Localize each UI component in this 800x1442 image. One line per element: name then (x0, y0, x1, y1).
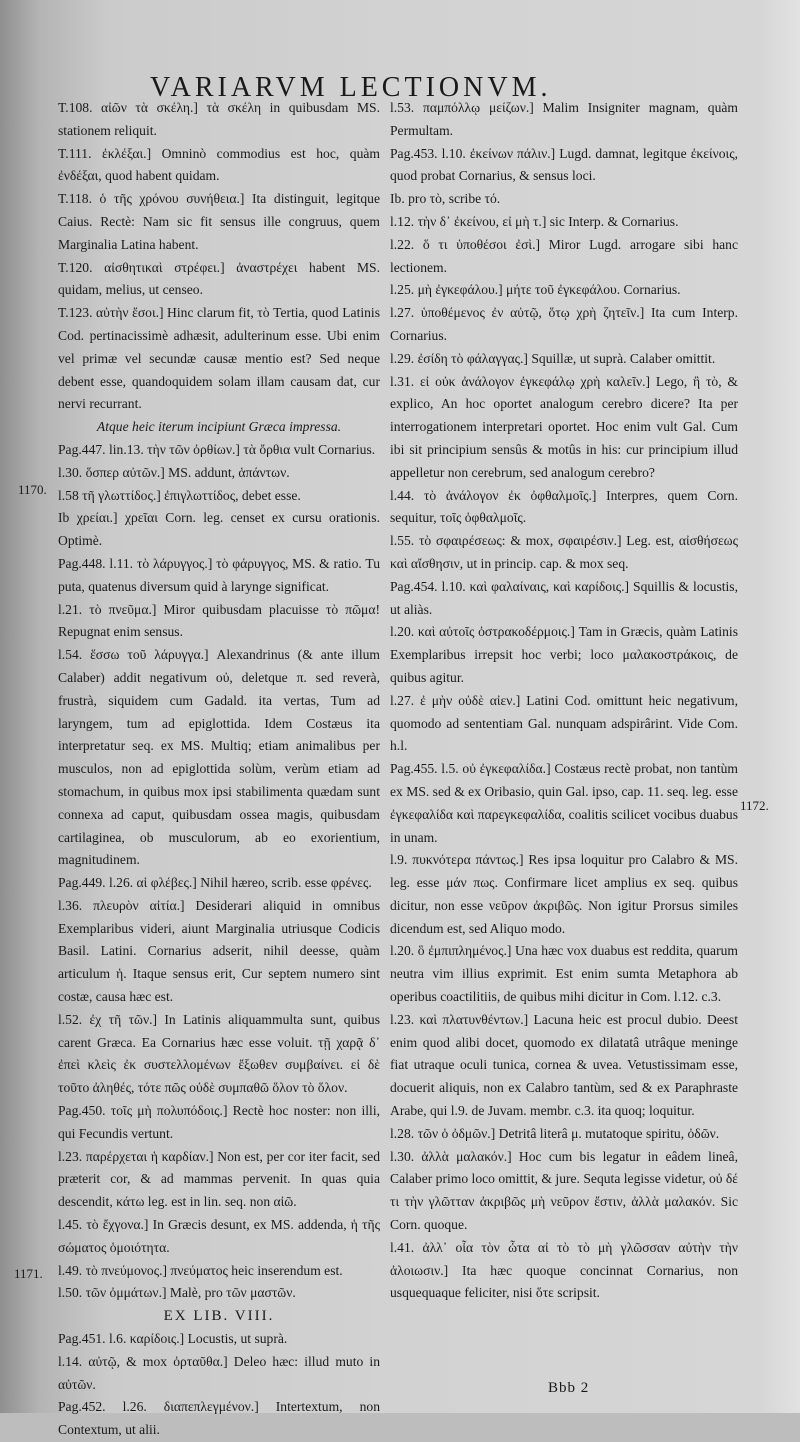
note-pag449: Pag.449. l.26. αἱ φλέβες.] Nihil hæreo, scrib. esse φρένες. (58, 875, 372, 891)
note-l14: l.14. αὐτῷ, & mox ὀρταῦθα.] Deleo hæc: illud muto in αὐτῶν. (58, 1353, 380, 1392)
note-l9: l.9. πυκνότερα πάντως.] Res ipsa loquitur pro Calabro & MS. leg. esse μάν πως. Confirmare licet amplius ex seq. quibus dicitur, non esse νεῦρον ἀκριβῶς. Non igitur Prorsus similes dicendum est, sed Aliquo modo. (390, 852, 738, 936)
note-pag454: Pag.454. l.10. καὶ φαλαίναις, καὶ καρίδοις.] Squillis & locustis, ut aliàs. (390, 578, 738, 617)
note-l25: l.25. μὴ ἐγκεφάλου.] μήτε τοῦ ἐγκεφάλου. Cornarius. (390, 282, 681, 298)
note-pag448: Pag.448. l.11. τὸ λάρυγγος.] τὸ φάρυγγος, MS. & ratio. Tu puta, quatenus diversum quid à larynge significat. (58, 555, 380, 594)
note-l27: l.27. ὑποθέμενος ἐν αὐτῷ, ὅτῳ χρὴ ζητεῖν.] Ita cum Interp. Cornarius. (390, 305, 738, 343)
note-l23b: l.23. καὶ πλατυνθέντων.] Lacuna heic est procul dubio. Deest enim quod alibi docet, quomodo ex dilatatâ utrâque meninge fiat utraque oculi tunica, cornea & uvea. Vetustissimam esse, docuerit aliquis, non ex Calabro tantùm, sed & ex Paraphraste Arabe, qui l.9. de Juvam. membr. c.3. ita quoq; loquitur. (390, 1011, 738, 1119)
note-l53: l.53. παμπόλλῳ μείζων.] Malim Insigniter magnam, quàm Permultam. (390, 100, 738, 138)
note-pag450: Pag.450. τοῖς μὴ πολυπόδοις.] Rectè hoc noster: non illi, qui Fecundis vertunt. (58, 1103, 380, 1141)
note-l21: l.21. τὸ πνεῦμα.] Miror quibusdam placuisse τὸ πῶμα! Repugnat enim sensus. (58, 601, 380, 640)
note-l20b: l.20. ὃ ἐμπιπλημένος.] Una hæc vox duabus est reddita, quarum neutra vim illius exprimit. Est enim sumta Metaphora ab operibus coactilitiis, de quibus mihi dicitur in Com. l.12. c.3. (390, 943, 738, 1005)
note-pag451: Pag.451. l.6. καρίδοις.] Locustis, ut suprà. (58, 1331, 288, 1347)
note-pag455: Pag.455. l.5. οὐ ἐγκεφαλίδα.] Costæus rectè probat, non tantùm ex MS. sed & ex Oribasio, quin Gal. ipso, cap. 11. seq. leg. esse ἐγκεφαλίδα καὶ παρεγκεφαλίδα, coalitis scilicet vocibus duabus in unam. (390, 761, 738, 845)
note-t123: T.123. αὐτὴν ἔσοι.] Hinc clarum fit, τὸ Tertia, quod Latinis Cod. pertinacissimè adhæsit, adulterinum esse. Ubi enim vel primæ vel secundæ causæ mentio est? Sed neque debent esse, quandoquidem solam illam causam dat, cur nervi recurrant. (58, 305, 380, 412)
margin-number-1170: 1170. (18, 482, 47, 497)
note-t111: T.111. ἐκλέξαι.] Omninò commodius est hoc, quàm ἐνδέξαι, quod habent quidam. (58, 145, 380, 184)
note-t120: T.120. αἰσθητικαὶ στρέφει.] ἀναστρέχει habent MS. quidam, melius, ut censeo. (58, 259, 380, 298)
note-l58: l.58 τῆ γλωττίδος.] ἐπιγλωττίδος, debet esse. (58, 487, 301, 503)
right-column (390, 97, 738, 1305)
note-pag453: Pag.453. l.10. ἐκείνων πάλιν.] Lugd. damnat, legitque ἐκείνοις, quod probat Cornarius, & sensus loci. (390, 145, 738, 184)
margin-number-1172: 1172. (740, 798, 769, 813)
note-l50: l.50. τῶν ὀμμάτων.] Malè, pro τῶν μαστῶν. (58, 1285, 296, 1301)
note-l44: l.44. τὸ ἀνάλογον ἐκ ὀφθαλμοῖς.] Interpres, quem Corn. sequitur, τοῖς ὀφθαλμοῖς. (390, 487, 738, 526)
note-l55: l.55. τὸ σφαιρέσεως: & mox, σφαιρέσιν.] Leg. est, αἰσθήσεως καὶ αἴσθησιν, ut in princip. cap. & mox seq. (390, 533, 738, 571)
note-l49: l.49. τὸ πνεύμονος.] πνεύματος heic inserendum est. (58, 1262, 343, 1278)
note-ib-pro: Ib. pro τὸ, scribe τό. (390, 191, 501, 207)
note-l22: l.22. ὅ τι ὑποθέσοι ἐσὶ.] Miror Lugd. arrogare sibi hanc lectionem. (390, 236, 738, 275)
note-pag452: Pag.452. l.26. διαπεπλεγμένον.] Intertextum, non Contextum, ut alii. (58, 1399, 380, 1438)
note-l52: l.52. ἐχ τῆ τῶν.] In Latinis aliquammulta sunt, quibus carent Græca. Ea Cornarius hæc esse voluit. τῇ χαρᾷ δ᾽ ἐπεὶ κλεὶς ἐκ συστελλομένων ἔξωθεν συμβαίνει. εἰ δὲ τοῦτο ἀληθές, τότε πῶς οὐδὲ συμπαθῶ ὅλον τὸ ὅλον. (58, 1011, 380, 1096)
note-l12: l.12. τὴν δ᾽ ἐκείνου, εἰ μὴ τ.] sic Interp. & Cornarius. (390, 213, 679, 229)
note-l30b: l.30. ἀλλὰ μαλακόν.] Hoc cum bis legatur in eâdem lineâ, Calaber primo loco omittit, & jure. Sequta legisse videtur, οὐ δέ τι τὴν γλῶτταν ἀκριβῶς μὴ νεῦρον ἔστιν, ἀλλὰ μαλακόν. Sic Corn. quoque. (390, 1148, 738, 1233)
signature-mark: Bbb 2 (548, 1380, 590, 1396)
note-l36: l.36. πλευρὸν αἰτία.] Desiderari aliquid in omnibus Exemplaribus videri, aiunt Marginalia utriusque Codicis Basil. Latini. Cornarius adserit, nihil deesse, quàm articulum ἡ. Itaque sensus erit, Cur septem numero sint costæ, causa hæc est. (58, 897, 380, 1005)
margin-number-1171: 1171. (14, 1266, 43, 1281)
note-t108: T.108. αἰῶν τὰ σκέλη.] τὰ σκέλη in quibusdam MS. stationem reliquit. (58, 100, 380, 138)
note-t118: T.118. ὁ τῆς χρόνου συνήθεια.] Ita distinguit, legitque Caius. Rectè: Nam sic fit sensus ille congruus, quem Marginalia Latina habent. (58, 191, 380, 252)
section-heading-lib-viii: EX LIB. VIII. (163, 1308, 275, 1325)
note-l41: l.41. ἀλλ᾽ οἷα τὸν ὦτα αἰ τὸ τὸ μὴ γλῶσσαν αὐτὴν τὴν ἀλοιωσιν.] Ita hæc quoque concinnat Cornarius, non usquequaque feliciter, nisi ὅτε scripsit. (390, 1239, 738, 1301)
subheading-greek-impressa: Atque heic iterum incipiunt Græca impressa. (96, 419, 342, 435)
note-ib: Ib χρείαι.] χρεῖαι Corn. leg. censet ex cursu orationis. Optimè. (58, 510, 380, 549)
note-l27b: l.27. ἐ μὴν οὐδὲ αἰεν.] Latini Cod. omittunt heic negativum, quomodo ad sententiam Gal. nunquam adspirârint. Vide Com. h.l. (390, 692, 738, 754)
note-l45: l.45. τὸ ἔχγονα.] In Græcis desunt, ex MS. addenda, ἡ τῆς σώματος ὁμοιότητα. (58, 1217, 380, 1255)
note-pag447: Pag.447. lin.13. τὴν τῶν ὀρθίων.] τὰ ὄρθια vult Cornarius. (58, 441, 376, 457)
note-l23: l.23. παρέρχεται ἡ καρδίαν.] Non est, per cor iter facit, sed præterit cor, & ad mammas pervenit. In quas quia descendit, κάτω leg. est in lin. seq. non αἰῶ. (58, 1148, 380, 1210)
note-l29: l.29. ἐσίδη τὸ φάλαγγας.] Squillæ, ut suprà. Calaber omittit. (390, 350, 716, 366)
note-l30: l.30. ὅσπερ αὐτῶν.] MS. addunt, ἁπάντων. (58, 464, 290, 480)
note-l31: l.31. εἰ οὐκ ἀνάλογον ἐγκεφάλῳ χρὴ καλεῖν.] Lego, ἢ τὸ, & explico, An hoc oportet analogum cerebro dicere? Ita per interrogationem interpretari oportet. Hoc enim vult Gal. Cum ibi sit principium sensûs & motûs in his: cur principium illud appelletur non cerebrum, sed analogum cerebro? (390, 373, 738, 480)
note-l20: l.20. καὶ αὐτοῖς ὀστρακοδέρμοις.] Tam in Græcis, quàm Latinis Exemplaribus irrepsit hoc verbi; loco μαλακοστράκοις, de quibus agitur. (390, 624, 738, 685)
note-l54: l.54. ἕσσω τοῦ λάρυγγα.] Alexandrinus (& ante illum Calaber) addit negativum οὐ, deletque π. sed reverà, frustrà, siquidem cum Gadald. ita vertas, Tum ad laryngem, tum ad epiglottida. Idem Costæus ita interpretatur seq. ex MS. Multiq; etiam animalibus per musculos, non ad epiglottida solùm, verùm etiam ad stomachum, in quibus mox ipsi stabilimenta quædam sunt connexa ad caput, quibusdam ossea magis, quibusdam cartilaginea, ob musculorum, ab eo exorientium, magnitudinem. (58, 647, 380, 868)
running-title: VARIARVM LECTIONVM. (150, 72, 552, 103)
left-column (58, 97, 380, 1442)
note-l28: l.28. τῶν ὁ ὀδμῶν.] Detritâ literâ μ. mutatoque spiritu, ὀδῶν. (390, 1125, 720, 1141)
